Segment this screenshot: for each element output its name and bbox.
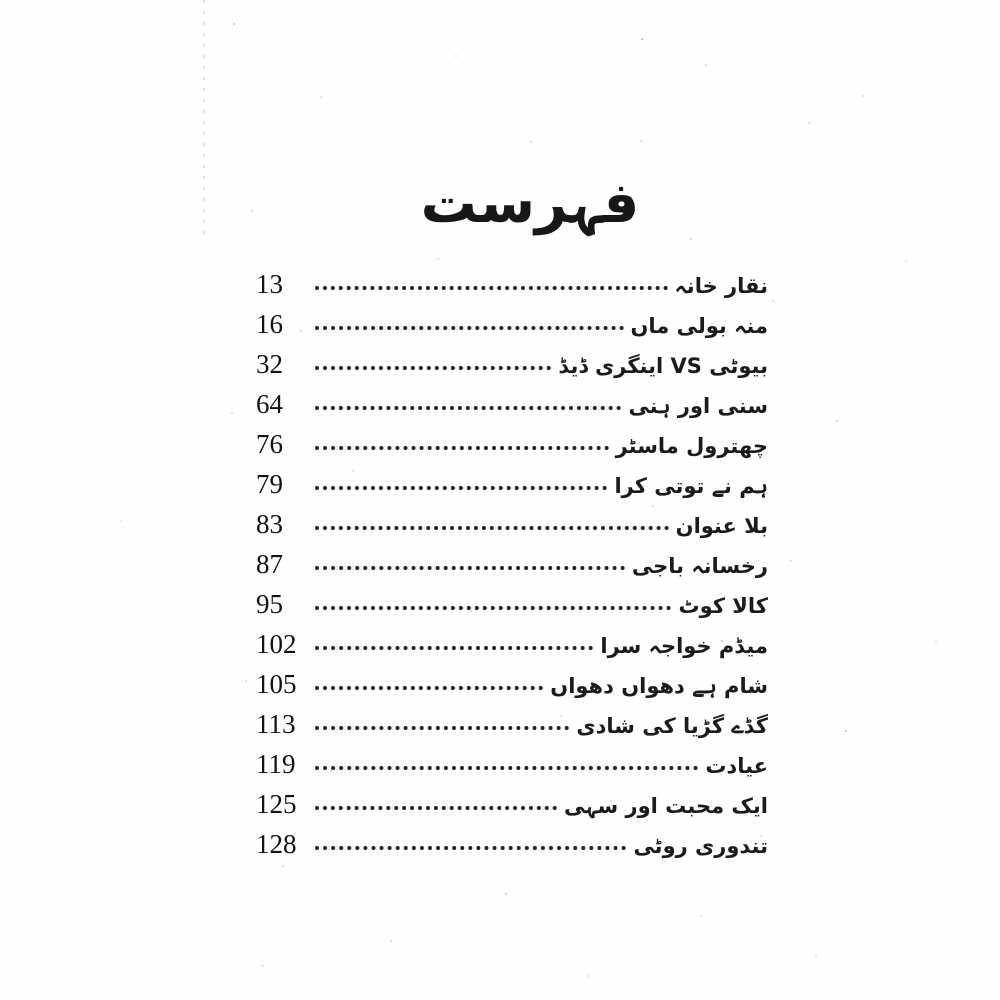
toc-entry-page-number: 16 — [256, 308, 283, 339]
dotted-leader — [315, 846, 626, 850]
toc-entry-page-number: 64 — [256, 388, 283, 419]
toc-entry — [256, 429, 770, 469]
dotted-leader — [315, 366, 551, 370]
toc-entry-page-number: 87 — [256, 548, 283, 579]
toc-entry-title: میڈم خواجہ سرا — [600, 633, 768, 658]
dotted-leader — [315, 286, 668, 290]
toc-entry — [256, 629, 770, 669]
toc-entry-page-number: 105 — [256, 668, 297, 699]
toc-entry-page-number: 119 — [256, 748, 296, 779]
toc-entry-title: رخسانہ باجی — [631, 553, 768, 578]
dotted-leader — [315, 486, 607, 490]
toc-entry — [256, 349, 770, 389]
toc-entry-title: عیادت — [705, 753, 768, 778]
dotted-leader — [315, 766, 698, 770]
toc-entry-page-number: 76 — [256, 428, 283, 459]
dotted-leader — [315, 326, 624, 330]
toc-entry-title: تندوری روٹی — [633, 833, 768, 858]
toc-entry-title: شام ہے دھواں دھواں — [550, 673, 768, 698]
toc-entry-title: منہ بولی ماں — [630, 313, 768, 338]
toc-entry-page-number: 83 — [256, 508, 283, 539]
toc-entry-title: بلا عنوان — [675, 513, 768, 538]
toc-entry — [256, 509, 770, 549]
toc-entry-title: ہم نے توتی کرا — [614, 473, 768, 498]
toc-entry-title: کالا کوٹ — [678, 593, 768, 618]
toc-entry-title: سنی اور ہنی — [628, 393, 768, 418]
toc-entry — [256, 589, 770, 629]
toc-entry — [256, 709, 770, 749]
toc-entry — [256, 389, 770, 429]
toc-entry-page-number: 95 — [256, 588, 283, 619]
dotted-leader — [315, 406, 621, 410]
toc-entry-page-number: 13 — [256, 268, 283, 299]
dotted-leader — [315, 686, 543, 690]
dotted-leader — [315, 806, 557, 810]
dotted-leader — [315, 566, 625, 570]
dotted-leader — [315, 526, 669, 530]
toc-entry-page-number: 102 — [256, 628, 297, 659]
page-title: فہرست — [420, 171, 640, 236]
toc-entry-page-number: 128 — [256, 828, 297, 859]
dotted-leader — [315, 646, 593, 650]
dotted-leader — [315, 726, 569, 730]
toc-entry — [256, 269, 770, 309]
toc-entry — [256, 469, 770, 509]
dotted-leader — [315, 446, 609, 450]
toc-entry-page-number: 32 — [256, 348, 283, 379]
toc-entry-title: بیوٹی VS اینگری ڈیڈ — [558, 353, 768, 378]
toc-entry-title: ایک محبت اور سہی — [563, 793, 768, 818]
toc-entry-page-number: 125 — [256, 788, 297, 819]
toc-entry — [256, 309, 770, 349]
scan-noise — [0, 0, 2, 2]
toc-entry — [256, 829, 770, 869]
toc-list — [256, 269, 770, 869]
toc-entry-page-number: 113 — [256, 708, 296, 739]
toc-entry — [256, 789, 770, 829]
toc-entry-page-number: 79 — [256, 468, 283, 499]
dotted-leader — [315, 606, 671, 610]
toc-entry-title: نقار خانہ — [674, 273, 768, 298]
toc-entry — [256, 749, 770, 789]
toc-entry — [256, 669, 770, 709]
toc-entry-title: چھترول ماسٹر — [615, 433, 768, 458]
toc-entry-title: گڈے گڑیا کی شادی — [576, 713, 768, 738]
toc-entry — [256, 549, 770, 589]
